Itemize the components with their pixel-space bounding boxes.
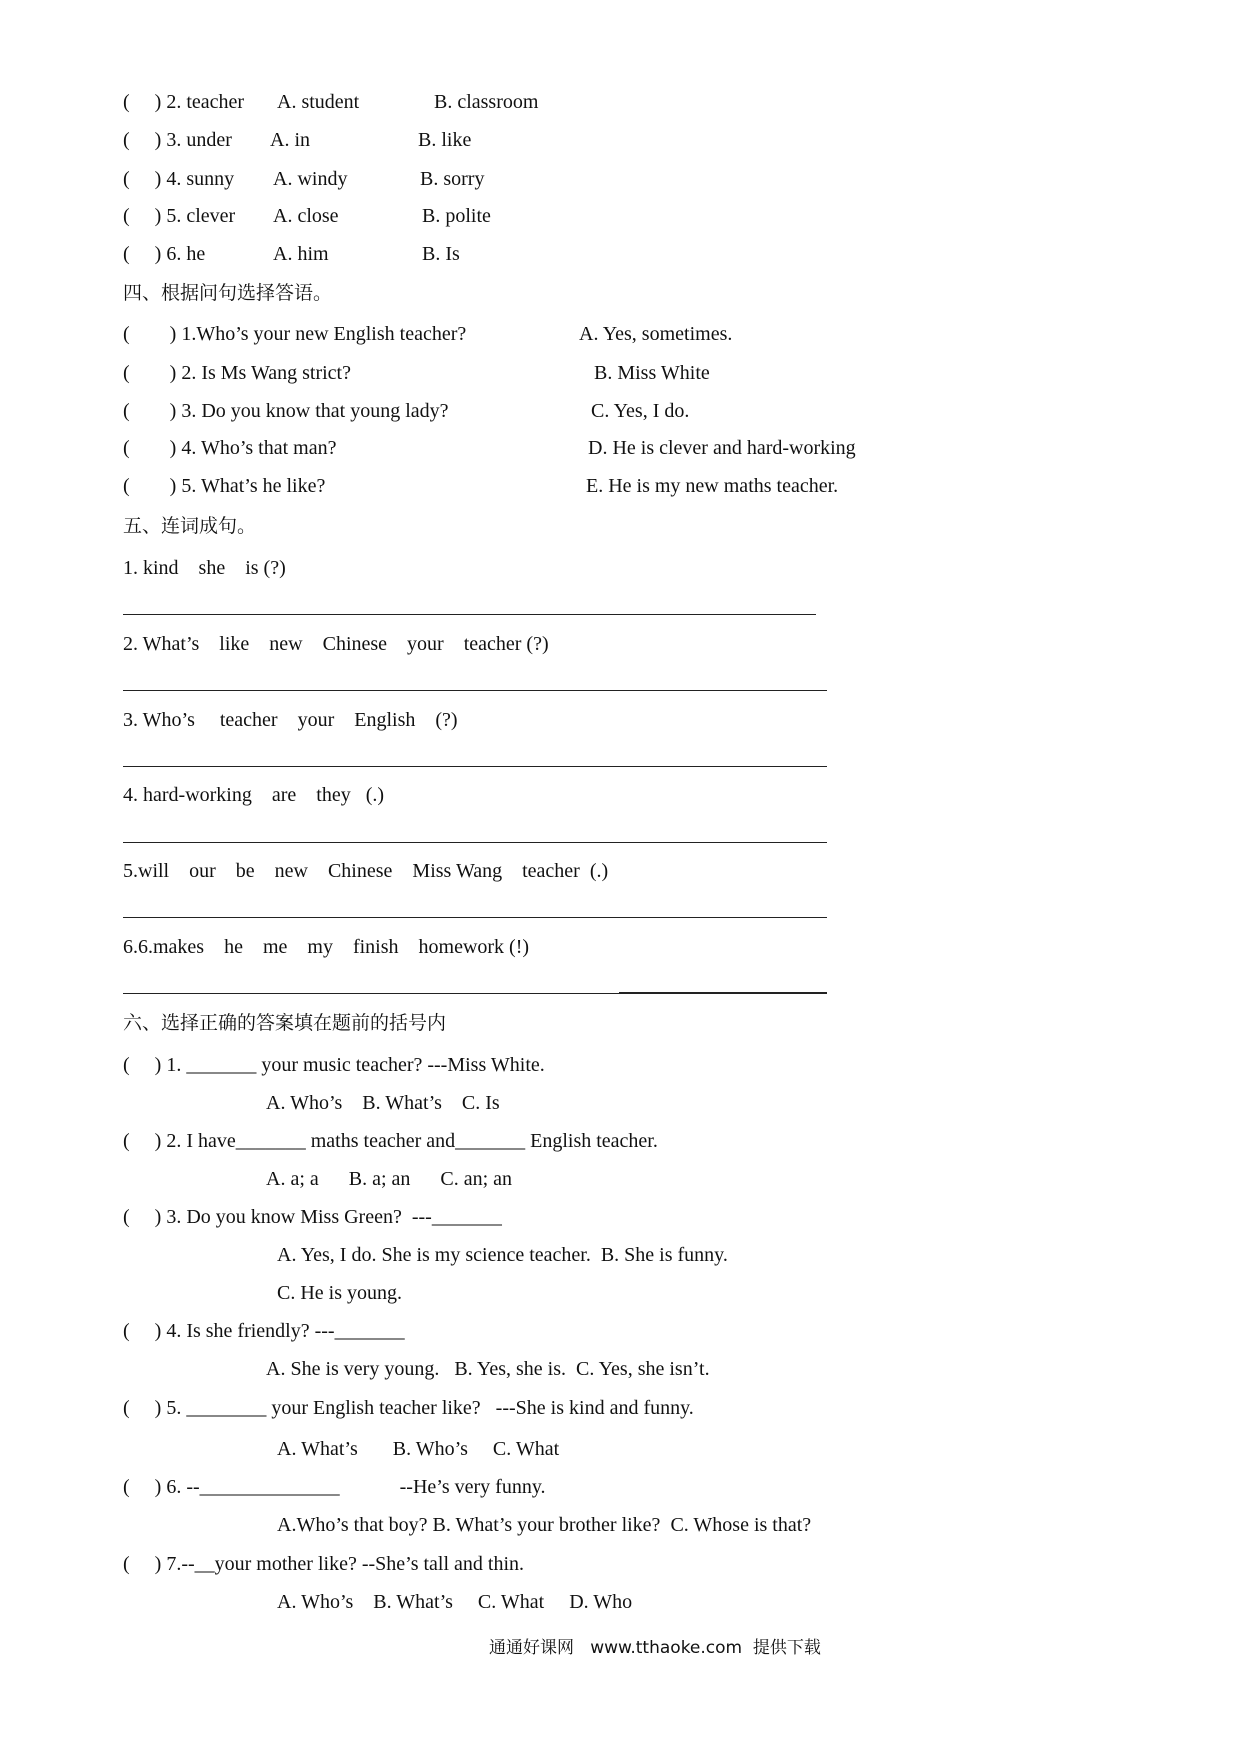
sentence-prompt-2: 2. What’s like new Chinese your teacher (?) xyxy=(123,633,549,655)
question-text: ( ) 6. he xyxy=(123,243,206,265)
answer-line-4[interactable] xyxy=(123,842,827,843)
option-a: A. him xyxy=(273,243,329,265)
question-text: ( ) 4. sunny xyxy=(123,168,235,190)
mc-options-6: A.Who’s that boy? B. What’s your brother like? C. Whose is that? xyxy=(277,1514,812,1536)
sentence-prompt-3: 3. Who’s teacher your English (?) xyxy=(123,709,458,731)
mc-question-7: ( ) 7.--__your mother like? --She’s tall and thin. xyxy=(123,1553,525,1575)
answer-line-5[interactable] xyxy=(123,917,827,918)
mc-options-3a: A. Yes, I do. She is my science teacher. B. She is funny. xyxy=(277,1244,728,1266)
mc-question-5: ( ) 5. ________ your English teacher like? ---She is kind and funny. xyxy=(123,1397,694,1419)
answer-line-3[interactable] xyxy=(123,766,827,767)
answer-option: E. He is my new maths teacher. xyxy=(586,475,839,497)
mc-options-5: A. What’s B. Who’s C. What xyxy=(277,1438,560,1460)
question-text: ( ) 5. What’s he like? xyxy=(123,475,326,497)
answer-line-6[interactable] xyxy=(123,993,619,994)
footer-source-text: 通通好课网 www.tthaoke.com 提供下载 xyxy=(489,1638,821,1658)
question-text: ( ) 4. Who’s that man? xyxy=(123,437,337,459)
option-b: B. like xyxy=(418,129,472,151)
mc-options-1: A. Who’s B. What’s C. Is xyxy=(266,1092,500,1114)
answer-option: B. Miss White xyxy=(594,362,710,384)
mc-question-4: ( ) 4. Is she friendly? ---_______ xyxy=(123,1320,405,1342)
answer-option: A. Yes, sometimes. xyxy=(579,323,733,345)
answer-line-6-end xyxy=(619,992,827,994)
question-text: ( ) 5. clever xyxy=(123,205,236,227)
mc-options-3b: C. He is young. xyxy=(277,1282,402,1304)
option-a: A. student xyxy=(277,91,360,113)
sentence-prompt-5: 5.will our be new Chinese Miss Wang teacher (.) xyxy=(123,860,609,882)
sentence-prompt-6: 6.6.makes he me my finish homework (!) xyxy=(123,936,530,958)
mc-question-6: ( ) 6. --______________ --He’s very funny. xyxy=(123,1476,546,1498)
answer-option: C. Yes, I do. xyxy=(591,400,690,422)
option-a: A. in xyxy=(270,129,310,151)
option-b: B. sorry xyxy=(420,168,485,190)
mc-options-2: A. a; a B. a; an C. an; an xyxy=(266,1168,513,1190)
option-a: A. windy xyxy=(273,168,348,190)
section-6-heading: 六、选择正确的答案填在题前的括号内 xyxy=(123,1012,447,1034)
mc-question-3: ( ) 3. Do you know Miss Green? ---_______ xyxy=(123,1206,502,1228)
question-text: ( ) 3. under xyxy=(123,129,232,151)
question-text: ( ) 2. teacher xyxy=(123,91,245,113)
sentence-prompt-1: 1. kind she is (?) xyxy=(123,557,286,579)
option-b: B. classroom xyxy=(434,91,539,113)
sentence-prompt-4: 4. hard-working are they (.) xyxy=(123,784,385,806)
answer-line-2[interactable] xyxy=(123,690,827,691)
answer-option: D. He is clever and hard-working xyxy=(588,437,856,459)
question-text: ( ) 1.Who’s your new English teacher? xyxy=(123,323,467,345)
option-b: B. polite xyxy=(422,205,491,227)
option-a: A. close xyxy=(273,205,339,227)
mc-question-2: ( ) 2. I have_______ maths teacher and_______ English teacher. xyxy=(123,1130,658,1152)
question-text: ( ) 2. Is Ms Wang strict? xyxy=(123,362,351,384)
answer-line-1[interactable] xyxy=(123,614,816,615)
section-4-heading: 四、根据问句选择答语。 xyxy=(123,282,333,304)
mc-options-7: A. Who’s B. What’s C. What D. Who xyxy=(277,1591,633,1613)
question-text: ( ) 3. Do you know that young lady? xyxy=(123,400,449,422)
mc-question-1: ( ) 1. _______ your music teacher? ---Miss White. xyxy=(123,1054,545,1076)
mc-options-4: A. She is very young. B. Yes, she is. C. Yes, she isn’t. xyxy=(266,1358,710,1380)
option-b: B. Is xyxy=(422,243,460,265)
section-5-heading: 五、连词成句。 xyxy=(123,515,257,537)
